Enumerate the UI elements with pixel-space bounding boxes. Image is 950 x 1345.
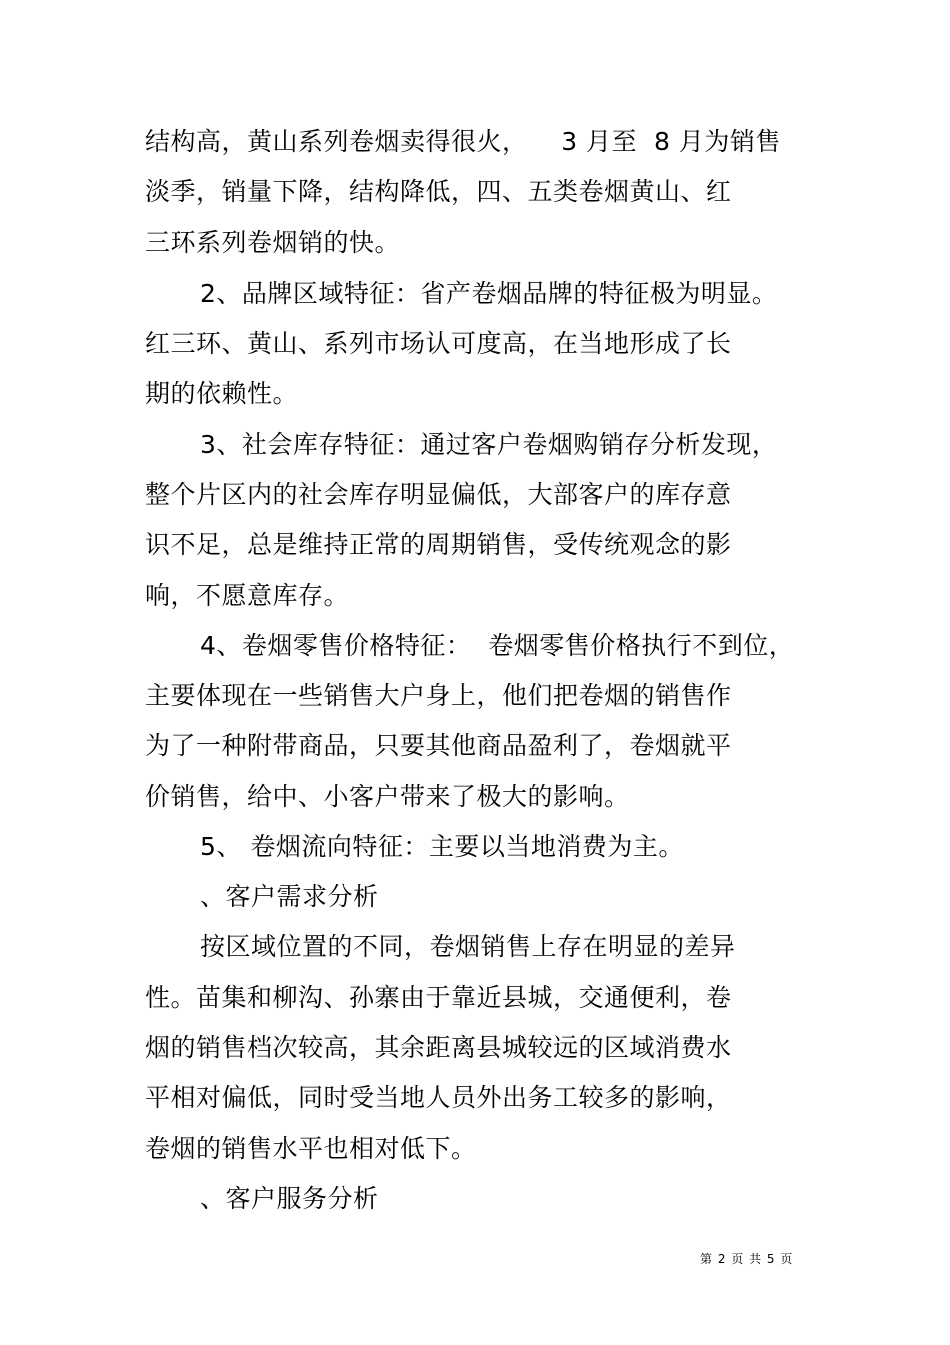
text-line-12: 主要体现在一些销售大户身上，他们把卷烟的销售作 bbox=[145, 681, 732, 710]
text-line-4: 2、品牌区域特征：省产卷烟品牌的特征极为明显。 bbox=[200, 279, 778, 308]
text-line-3: 三环系列卷烟销的快。 bbox=[145, 228, 401, 257]
page-number-footer: 第 2 页 共 5 页 bbox=[700, 1252, 794, 1266]
text-line-14: 价销售，给中、小客户带来了极大的影响。 bbox=[145, 782, 630, 811]
text-line-18: 性。苗集和柳沟、孙寨由于靠近县城，交通便利，卷 bbox=[145, 983, 732, 1012]
section-heading-customer-service: 、客户服务分析 bbox=[200, 1184, 379, 1213]
text-line-21: 卷烟的销售水平也相对低下。 bbox=[145, 1134, 477, 1163]
text-line-15: 5、 卷烟流向特征：主要以当地消费为主。 bbox=[200, 832, 684, 861]
section-heading-customer-demand: 、客户需求分析 bbox=[200, 882, 379, 911]
text-line-17: 按区域位置的不同，卷烟销售上存在明显的差异 bbox=[200, 932, 736, 961]
text-line-2: 淡季，销量下降，结构降低，四、五类卷烟黄山、红 bbox=[145, 177, 732, 206]
text-line-8: 整个片区内的社会库存明显偏低，大部客户的库存意 bbox=[145, 480, 732, 509]
text-line-20: 平相对偏低，同时受当地人员外出务工较多的影响， bbox=[145, 1083, 732, 1112]
text-line-10: 响，不愿意库存。 bbox=[145, 581, 350, 610]
text-line-9: 识不足，总是维持正常的周期销售，受传统观念的影 bbox=[145, 530, 732, 559]
text-line-11: 4、卷烟零售价格特征： 卷烟零售价格执行不到位， bbox=[200, 631, 795, 660]
text-line-13: 为了一种附带商品，只要其他商品盈利了，卷烟就平 bbox=[145, 731, 732, 760]
text-line-1: 结构高，黄山系列卷烟卖得很火， 3 月至 8 月为销售 bbox=[145, 127, 781, 156]
text-line-6: 期的依赖性。 bbox=[145, 379, 299, 408]
text-line-19: 烟的销售档次较高，其余距离县城较远的区域消费水 bbox=[145, 1033, 732, 1062]
text-line-5: 红三环、黄山、系列市场认可度高，在当地形成了长 bbox=[145, 329, 732, 358]
text-line-7: 3、社会库存特征：通过客户卷烟购销存分析发现， bbox=[200, 430, 778, 459]
